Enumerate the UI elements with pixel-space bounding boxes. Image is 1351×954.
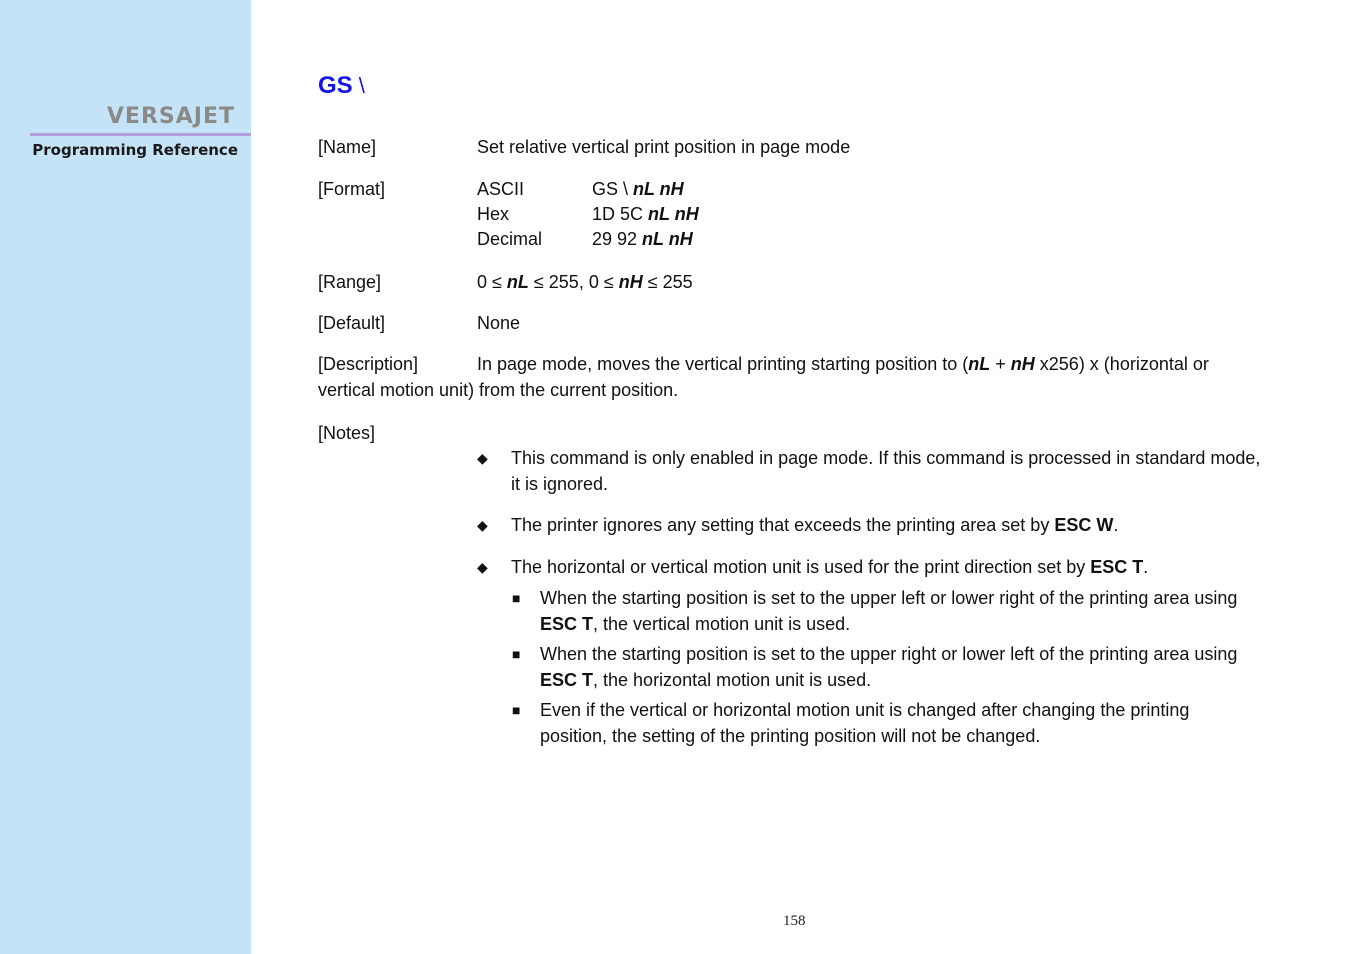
diamond-bullet-icon: ◆ [477, 559, 488, 575]
description-text: x256) x (horizontal or vertical motion unit) from the current position. [318, 354, 1209, 400]
page-number: 158 [783, 913, 806, 929]
format-args: nL nH [642, 229, 693, 249]
note-subtext [540, 641, 1240, 693]
range-text: ≤ 255 [642, 272, 693, 292]
default-label: [Default] [318, 313, 386, 333]
brand-subtitle: Programming Reference [32, 141, 238, 159]
command-title-main: GS [318, 72, 353, 99]
format-value [592, 201, 699, 227]
diamond-bullet-icon: ◆ [477, 517, 488, 533]
note-text: This command is only enabled in page mode. If this command is processed in standard mode, it is ignored. [511, 448, 1261, 494]
note-text [511, 554, 1261, 580]
note-command: ESC T [540, 614, 594, 634]
default-value: None [477, 313, 521, 333]
note-command: ESC T [1090, 557, 1144, 577]
note-text-part: When the starting position is set to the upper right or lower left of the printing area using [540, 644, 1238, 664]
note-text-part: . [1113, 515, 1119, 535]
format-key: Decimal [477, 229, 543, 249]
note-text-part: When the starting position is set to the upper left or lower right of the printing area using [540, 588, 1238, 608]
description-text: + [990, 354, 1011, 374]
format-label: [Format] [318, 179, 386, 199]
square-bullet-icon: ■ [512, 702, 521, 718]
sidebar [0, 0, 251, 954]
command-title [318, 72, 365, 100]
square-bullet-icon: ■ [512, 646, 521, 662]
format-value [592, 176, 684, 202]
format-args: nL nH [648, 204, 699, 224]
brand-logo: VERSAJET [106, 104, 235, 129]
brand-underline [30, 133, 251, 136]
format-plain: 29 92 [592, 229, 643, 249]
range-arg: nH [618, 272, 643, 292]
notes-label: [Notes] [318, 423, 376, 443]
format-plain: GS \ [592, 179, 634, 199]
description-label: [Description] [318, 354, 419, 374]
name-label: [Name] [318, 137, 377, 157]
diamond-bullet-icon: ◆ [477, 450, 488, 466]
note-text-part: The printer ignores any setting that exceeds the printing area set by [511, 515, 1055, 535]
description-arg: nL [968, 354, 991, 374]
note-text-part: . [1143, 557, 1149, 577]
note-subtext [540, 585, 1240, 637]
square-bullet-icon: ■ [512, 590, 521, 606]
range-value [477, 269, 693, 295]
note-text [511, 512, 1261, 538]
format-plain: 1D 5C [592, 204, 649, 224]
description [318, 351, 1268, 403]
command-title-rest: \ [352, 73, 365, 98]
format-key: ASCII [477, 179, 525, 199]
note-text-part: The horizontal or vertical motion unit is used for the print direction set by [511, 557, 1091, 577]
note-subtext: Even if the vertical or horizontal motion unit is changed after changing the printing position, the setting of the printing position will not be changed. [540, 700, 1190, 746]
range-arg: nL [506, 272, 529, 292]
range-text: ≤ 255, 0 ≤ [528, 272, 619, 292]
format-value [592, 226, 693, 252]
name-value: Set relative vertical print position in page mode [477, 137, 851, 157]
format-args: nL nH [633, 179, 684, 199]
note-command: ESC T [540, 670, 594, 690]
range-text: 0 ≤ [477, 272, 507, 292]
note-text-part: , the vertical motion unit is used. [593, 614, 851, 634]
range-label: [Range] [318, 272, 382, 292]
note-command: ESC W [1054, 515, 1114, 535]
format-key: Hex [477, 204, 510, 224]
note-text-part: , the horizontal motion unit is used. [593, 670, 872, 690]
description-arg: nH [1010, 354, 1035, 374]
description-text: In page mode, moves the vertical printing starting position to ( [477, 354, 969, 374]
